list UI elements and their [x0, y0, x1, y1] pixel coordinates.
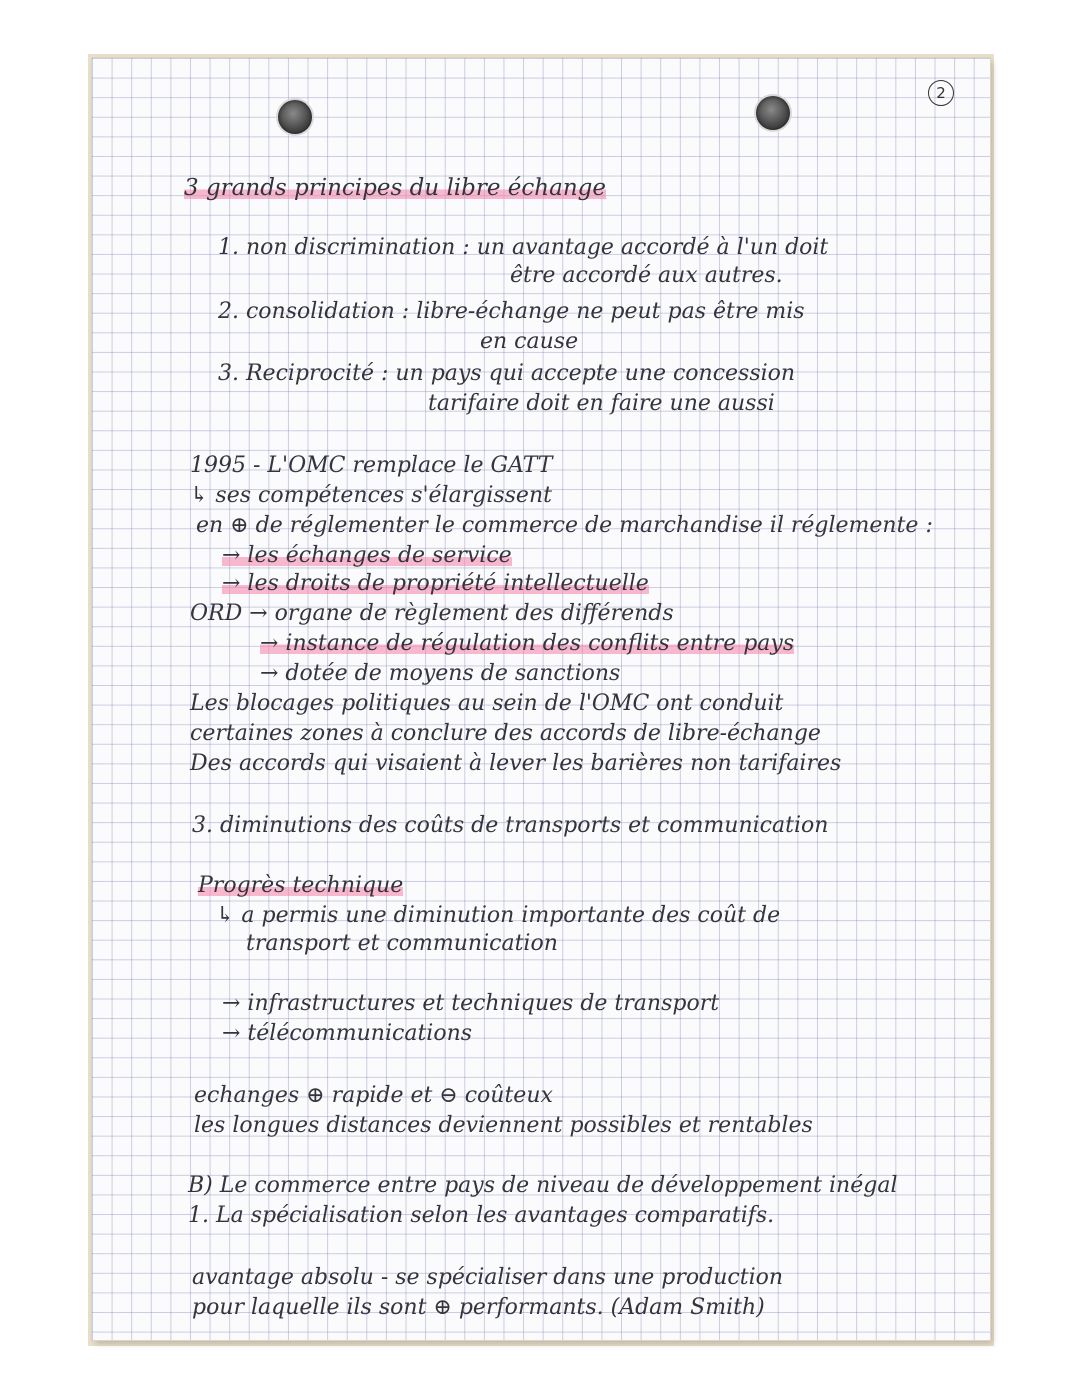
- section-b-line-2: 1. La spécialisation selon les avantages comparatifs.: [188, 1203, 775, 1228]
- transport-line-2: ↳ a permis une diminution importante des coût de: [216, 903, 781, 928]
- notebook-page: [92, 58, 990, 1340]
- transport-line-4: → infrastructures et techniques de transport: [222, 991, 720, 1016]
- principle-2-line-1: 2. consolidation : libre-échange ne peut pas être mis: [218, 299, 805, 324]
- omc-line-1: 1995 - L'OMC remplace le GATT: [190, 453, 553, 478]
- transport-line-3: transport et communication: [246, 931, 558, 956]
- principle-1-line-1: 1. non discrimination : un avantage accordé à l'un doit: [218, 235, 829, 260]
- omc-line-5: → les droits de propriété intellectuelle: [222, 571, 649, 596]
- section-b-line-1: B) Le commerce entre pays de niveau de développement inégal: [188, 1173, 898, 1198]
- principle-2-line-2: en cause: [480, 329, 579, 354]
- transport-line-7: les longues distances deviennent possibles et rentables: [194, 1113, 813, 1138]
- section-b-line-3: avantage absolu - se spécialiser dans une production: [192, 1265, 784, 1290]
- omc-line-4: → les échanges de service: [222, 543, 512, 568]
- page-number: 2: [928, 80, 954, 106]
- omc-line-8: → dotée de moyens de sanctions: [260, 661, 621, 686]
- omc-line-3: en ⊕ de réglementer le commerce de marchandise il réglemente :: [196, 513, 933, 538]
- punch-hole-right: [756, 96, 790, 130]
- omc-line-9: Les blocages politiques au sein de l'OMC ont conduit: [190, 691, 784, 716]
- transport-title: 3. diminutions des coûts de transports et communication: [192, 813, 829, 838]
- principle-3-line-1: 3. Reciprocité : un pays qui accepte une concession: [218, 361, 796, 386]
- punch-hole-left: [278, 100, 312, 134]
- principle-3-line-2: tarifaire doit en faire une aussi: [428, 391, 775, 416]
- transport-line-5: → télécommunications: [222, 1021, 473, 1046]
- omc-line-6: ORD → organe de règlement des différends: [190, 601, 674, 626]
- omc-line-10: certaines zones à conclure des accords de libre-échange: [190, 721, 821, 746]
- omc-line-2: ↳ ses compétences s'élargissent: [190, 483, 552, 508]
- omc-line-11: Des accords qui visaient à lever les barières non tarifaires: [190, 751, 842, 776]
- transport-line-1: Progrès technique: [198, 873, 404, 898]
- section-b-line-4: pour laquelle ils sont ⊕ performants. (Adam Smith): [192, 1295, 765, 1320]
- principle-1-line-2: être accordé aux autres.: [510, 263, 783, 288]
- section-title: 3 grands principes du libre échange: [184, 175, 606, 201]
- transport-line-6: echanges ⊕ rapide et ⊖ coûteux: [194, 1083, 553, 1108]
- omc-line-7: → instance de régulation des conflits entre pays: [260, 631, 795, 656]
